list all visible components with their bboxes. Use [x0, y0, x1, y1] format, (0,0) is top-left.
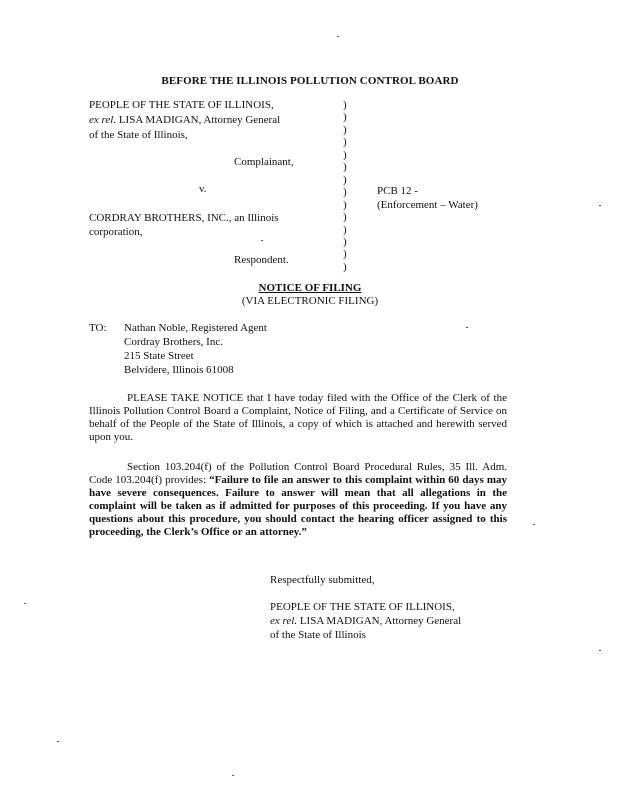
attorney-general-text: LISA MADIGAN, Attorney General [299, 615, 462, 627]
signature-line2 [270, 615, 461, 628]
scan-speck [337, 36, 339, 37]
addressee-line: Cordray Brothers, Inc. [124, 336, 223, 348]
procedural-rules-paragraph [89, 461, 507, 539]
scan-speck [466, 327, 468, 328]
respondent-name-line2: corporation, [89, 226, 143, 238]
notice-title: NOTICE OF FILING [258, 282, 362, 294]
signature-line1: PEOPLE OF THE STATE OF ILLINOIS, [270, 601, 455, 613]
scan-speck [57, 741, 59, 742]
page-title: BEFORE THE ILLINOIS POLLUTION CONTROL BOARD [161, 75, 459, 87]
versus-label: v. [199, 183, 207, 195]
procedural-rules-quote: “Failure to file an answer to this complaint within 60 days may have severe consequences. Failure to answer will mean that all allegations in the complaint will be taken as if admitted for purposes of this proceeding. If you have any questions about this procedure, you should contact the hearing officer assigned to this proceeding, the Clerk’s Office or an attorney.” [89, 474, 507, 538]
respondent-name-line1: CORDRAY BROTHERS, INC., an Illinois [89, 212, 279, 224]
procedural-rules-intro: Section 103.204(f) of the Pollution Control Board Procedural Rules, 35 Ill. Adm. Code 103.204(f) provides: [89, 461, 507, 486]
respondent-label: Respondent. [234, 254, 289, 266]
notice-paragraph: PLEASE TAKE NOTICE that I have today filed with the Office of the Clerk of the Illinois Pollution Control Board a Complaint, Notice of Filing, and a Certificate of Service on behalf of the People of the State of Illinois, a copy of which is attached and herewith served upon you. [89, 392, 507, 443]
complainant-label: Complainant, [234, 156, 294, 168]
addressee-line: Belvidere, Illinois 61008 [124, 364, 234, 376]
addressee-line: 215 State Street [124, 350, 194, 362]
ex-rel-italic: ex rel. [89, 114, 117, 126]
signature-line3: of the State of Illinois [270, 629, 366, 641]
caption-parenthesis-column: ) ) ) ) ) ) ) ) ) ) ) ) ) ) [343, 99, 347, 273]
ex-rel-italic: ex rel. [270, 615, 298, 627]
attorney-general-text: LISA MADIGAN, Attorney General [118, 114, 281, 126]
scan-speck [24, 603, 26, 604]
scan-speck [599, 205, 601, 206]
scan-speck [599, 650, 601, 651]
complainant-name-line2 [89, 114, 280, 127]
case-number: PCB 12 - [377, 185, 418, 197]
notice-subtitle: (VIA ELECTRONIC FILING) [241, 295, 379, 307]
case-type: (Enforcement – Water) [377, 199, 478, 211]
complainant-name-line1: PEOPLE OF THE STATE OF ILLINOIS, [89, 99, 274, 111]
closing-text: Respectfully submitted, [270, 574, 375, 586]
addressee-line: Nathan Noble, Registered Agent [124, 322, 267, 334]
complainant-name-line3: of the State of Illinois, [89, 129, 188, 141]
scan-speck [533, 524, 535, 525]
scan-speck [261, 240, 263, 241]
scan-speck [232, 775, 234, 776]
to-label: TO: [89, 322, 107, 334]
